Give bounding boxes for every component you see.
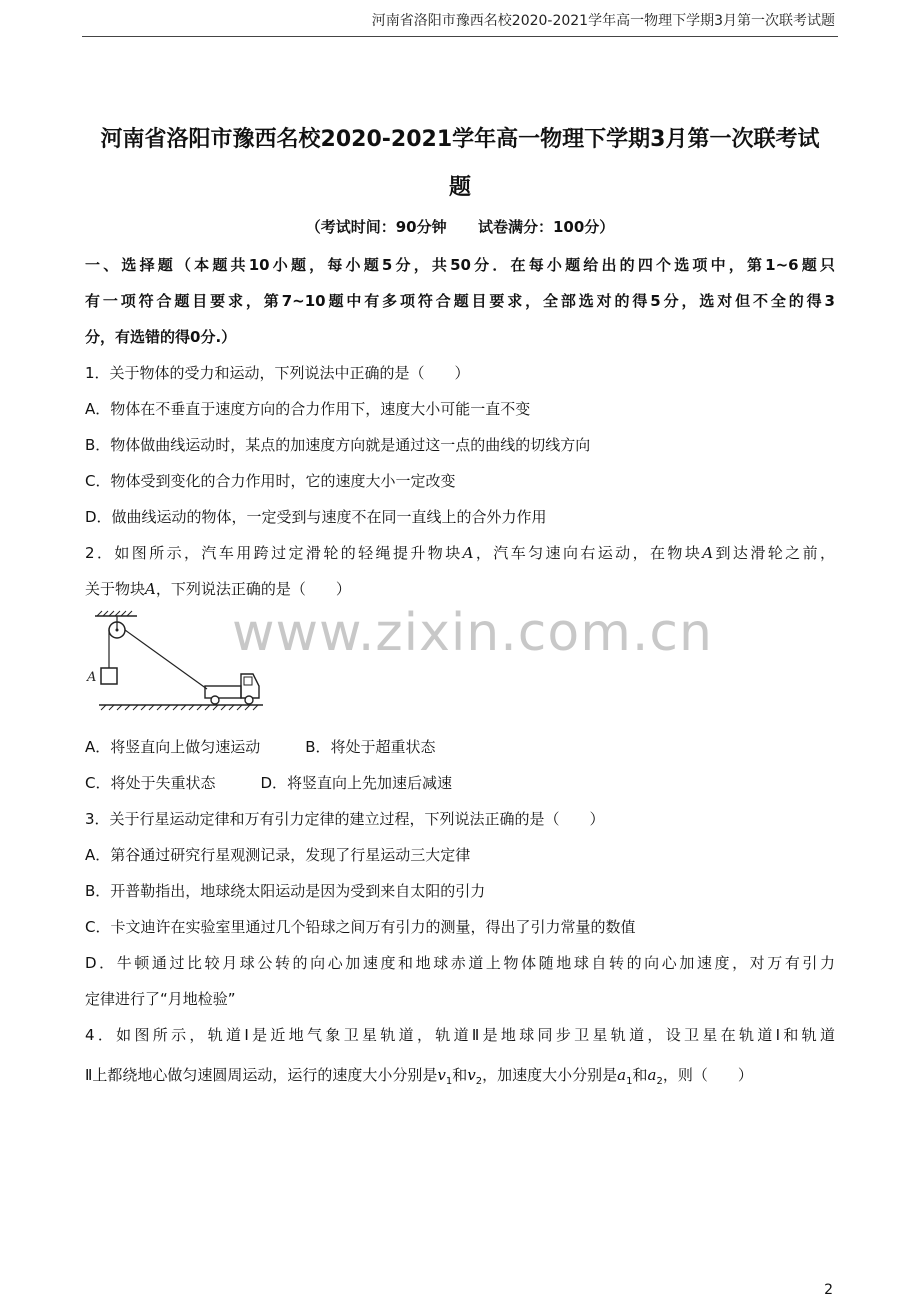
document-title-line2: 题 [448,175,471,200]
q2-text: 2．如图所示，汽车用跨过定滑轮的轻绳提升物块 [85,544,463,562]
q3-option-c: C．卡文迪许在实验室里通过几个铅球之间万有引力的测量，得出了引力常量的数值 [85,918,636,936]
subscript: 1 [445,1076,453,1087]
var-a-accel: a [647,1066,657,1084]
q4-stem-line2 [85,1064,753,1087]
q3-option-b: B．开普勒指出，地球绕太阳运动是因为受到来自太阳的引力 [85,882,486,900]
q4-text: ，加速度大小分别是 [482,1066,618,1084]
pulley-truck-figure [85,610,265,716]
var-a-accel: a [617,1066,627,1084]
q3-option-d-cont: 定律进行了“月地检验” [85,990,236,1008]
q2-text: 到达滑轮之前， [713,544,835,562]
var-v: v [437,1066,446,1084]
q4-text: 和 [452,1066,468,1084]
q3-option-a: A．第谷通过研究行星观测记录，发现了行星运动三大定律 [85,846,471,864]
q1-option-a: A．物体在不垂直于速度方向的合力作用下，速度大小可能一直不变 [85,400,531,418]
q2-text: 关于物块 [85,580,146,598]
var-a: A [145,580,156,598]
q2-stem-line2 [85,578,351,599]
page-number: 2 [824,1282,833,1298]
figure-label-a: A [87,670,97,685]
subscript: 1 [626,1076,633,1087]
section-instructions-line3: 分，有选错的得0分.） [85,328,237,346]
q2-stem-line1 [85,542,835,563]
q1-stem: 1．关于物体的受力和运动，下列说法中正确的是（ ） [85,364,470,382]
q3-stem: 3．关于行星运动定律和万有引力定律的建立过程，下列说法正确的是（ ） [85,810,605,828]
q1-option-c: C．物体受到变化的合力作用时，它的速度大小一定改变 [85,472,456,490]
section-instructions-line1: 一、选择题（本题共10小题，每小题5分，共50分．在每小题给出的四个选项中，第1~6题只 [85,256,835,274]
var-v: v [467,1066,476,1084]
q2-text: ，汽车匀速向右运动，在物块 [473,544,703,562]
subscript: 2 [656,1076,663,1087]
running-header [0,0,920,40]
document-title-line1: 河南省洛阳市豫西名校2020-2021学年高一物理下学期3月第一次联考试 [100,127,820,152]
section-instructions-line2: 有一项符合题目要求，第7~10题中有多项符合题目要求，全部选对的得5分，选对但不全的得3 [85,292,835,310]
var-a: A [462,544,474,562]
q4-stem-line1: 4．如图所示，轨道Ⅰ是近地气象卫星轨道，轨道Ⅱ是地球同步卫星轨道，设卫星在轨道Ⅰ和轨道 [85,1026,835,1044]
q4-text: Ⅱ上都绕地心做匀速圆周运动，运行的速度大小分别是 [85,1066,438,1084]
watermark: www.zixin.com.cn [232,603,713,663]
subscript: 2 [475,1076,483,1087]
q4-text: ，则（ ） [662,1066,753,1084]
q1-option-b: B．物体做曲线运动时，某点的加速度方向就是通过这一点的曲线的切线方向 [85,436,591,454]
running-title: 河南省洛阳市豫西名校2020-2021学年高一物理下学期3月第一次联考试题 [371,13,835,29]
exam-info: （考试时间：90分钟 试卷满分：100分） [305,218,615,236]
q2-options-row1: A．将竖直向上做匀速运动 B．将处于超重状态 [85,738,436,756]
q1-option-d: D．做曲线运动的物体，一定受到与速度不在同一直线上的合外力作用 [85,508,547,526]
var-a: A [702,544,714,562]
header-rule [82,36,838,37]
q3-option-d: D．牛顿通过比较月球公转的向心加速度和地球赤道上物体随地球自转的向心加速度，对万有引力 [85,954,835,972]
q2-options-row2: C．将处于失重状态 D．将竖直向上先加速后减速 [85,774,453,792]
pulley-diagram [85,610,265,716]
q2-text: ，下列说法正确的是（ ） [155,580,351,598]
q4-text: 和 [632,1066,648,1084]
